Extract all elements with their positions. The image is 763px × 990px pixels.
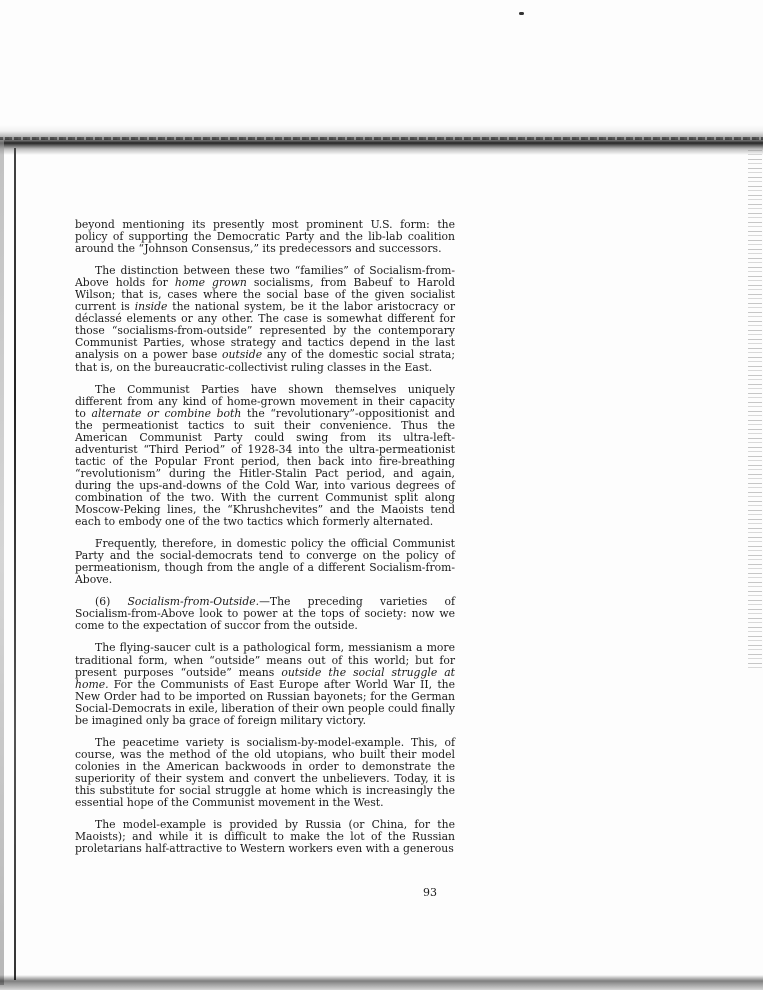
text-run: —The preceding varieties of Socialism-from-Above look to power at the tops of society: now we come to the expectation of succor from the outside. bbox=[75, 595, 455, 633]
text-run: The peacetime variety is socialism-by-model-example. This, of course, was the method of the old utopians, who built their model colonies in the American backwoods in order to demonstrate the superiority of their system and convert the unbelievers. Today, it is this substitute for social struggle at home which is increasingly the essential hope of the Communist movement in the West. bbox=[75, 735, 455, 810]
paragraph bbox=[75, 642, 455, 726]
italic-text: outside bbox=[222, 348, 263, 362]
text-run: beyond mentioning its presently most prominent U.S. form: the policy of supporting the Democratic Party and the lib-lab coalition around the “Johnson Consensus,” its predecessors and successors. bbox=[75, 218, 455, 256]
scan-speck bbox=[519, 12, 524, 15]
page-edge-left bbox=[14, 148, 16, 980]
italic-text: Socialism-from-Outside. bbox=[127, 595, 260, 609]
text-run: socialisms, from Babeuf to Harold Wilson; that is, cases where the social base of the given socialist current is bbox=[75, 276, 455, 314]
italic-text: inside bbox=[134, 300, 168, 314]
page-edge-left-outer bbox=[0, 140, 4, 985]
page-number: 93 bbox=[423, 886, 437, 899]
text-run: The flying-saucer cult is a pathological form, messianism a more traditional form, when “outside” means out of this world; but for present purposes “outside” means bbox=[75, 641, 455, 679]
paragraph bbox=[75, 219, 455, 255]
text-run: any of the domestic social strata; that is, on the bureaucratic-collectivist ruling classes in the East. bbox=[75, 348, 455, 374]
paragraph bbox=[75, 265, 455, 373]
paragraph bbox=[75, 538, 455, 586]
text-run: The Communist Parties have shown themselves uniquely different from any kind of home-grown movement in their capacity to bbox=[75, 382, 455, 420]
paragraph bbox=[75, 819, 455, 855]
binding-shadow-bottom bbox=[0, 975, 763, 990]
text-run: The model-example is provided by Russia (or China, for the Maoists); and while it is difficult to make the lot of the Russian proletarians half-attractive to Western workers even with a generous bbox=[75, 818, 455, 856]
paragraph bbox=[75, 737, 455, 809]
italic-text: alternate or combine both bbox=[91, 406, 242, 420]
text-run: Frequently, therefore, in domestic policy the official Communist Party and the social-democrats tend to converge on the policy of permeationism, though from the angle of a different Socialism-from-Above. bbox=[75, 537, 455, 587]
paragraph bbox=[75, 384, 455, 529]
binding-shadow-top bbox=[0, 125, 763, 155]
italic-text: home grown bbox=[174, 276, 247, 290]
body-text bbox=[75, 219, 455, 865]
text-run: the national system, be it the labor aristocracy or déclassé elements or any other. The case is somewhat different for those “socialisms-from-outside” represented by the contemporary Communist Parties, whose strategy and tactics depend in the last analysis on a power base bbox=[75, 300, 455, 362]
text-run: (6) bbox=[95, 595, 128, 609]
text-run: the “revolutionary”-oppositionist and the permeationist tactics to suit their convenience. Thus the American Communist Party could swing from its ultra-left-adventurist “Third Period” of 1928-34 into the ultra-permeationist tactic of the Popular Front period, then back into fire-breathing “revolutionism” during the Hitler-Stalin Pact period, and again, during the ups-and-downs of the Cold War, into various degrees of combination of the two. With the current Communist split along Moscow-Peking lines, the “Khrushchevites” and the Maoists tend each to embody one of the two tactics which formerly alternated. bbox=[75, 406, 455, 529]
paragraph bbox=[75, 596, 455, 632]
page-edge-right bbox=[748, 150, 762, 670]
italic-text: outside the social struggle at home. bbox=[75, 665, 455, 691]
text-run: For the Communists of East Europe after World War II, the New Order had to be imported on Russian bayonets; for the German Social-Democrats in exile, liberation of their own people could finally be imagined only ba grace of foreign military victory. bbox=[75, 677, 455, 727]
text-run: The distinction between these two “families” of Socialism-from-Above holds for bbox=[75, 264, 455, 290]
